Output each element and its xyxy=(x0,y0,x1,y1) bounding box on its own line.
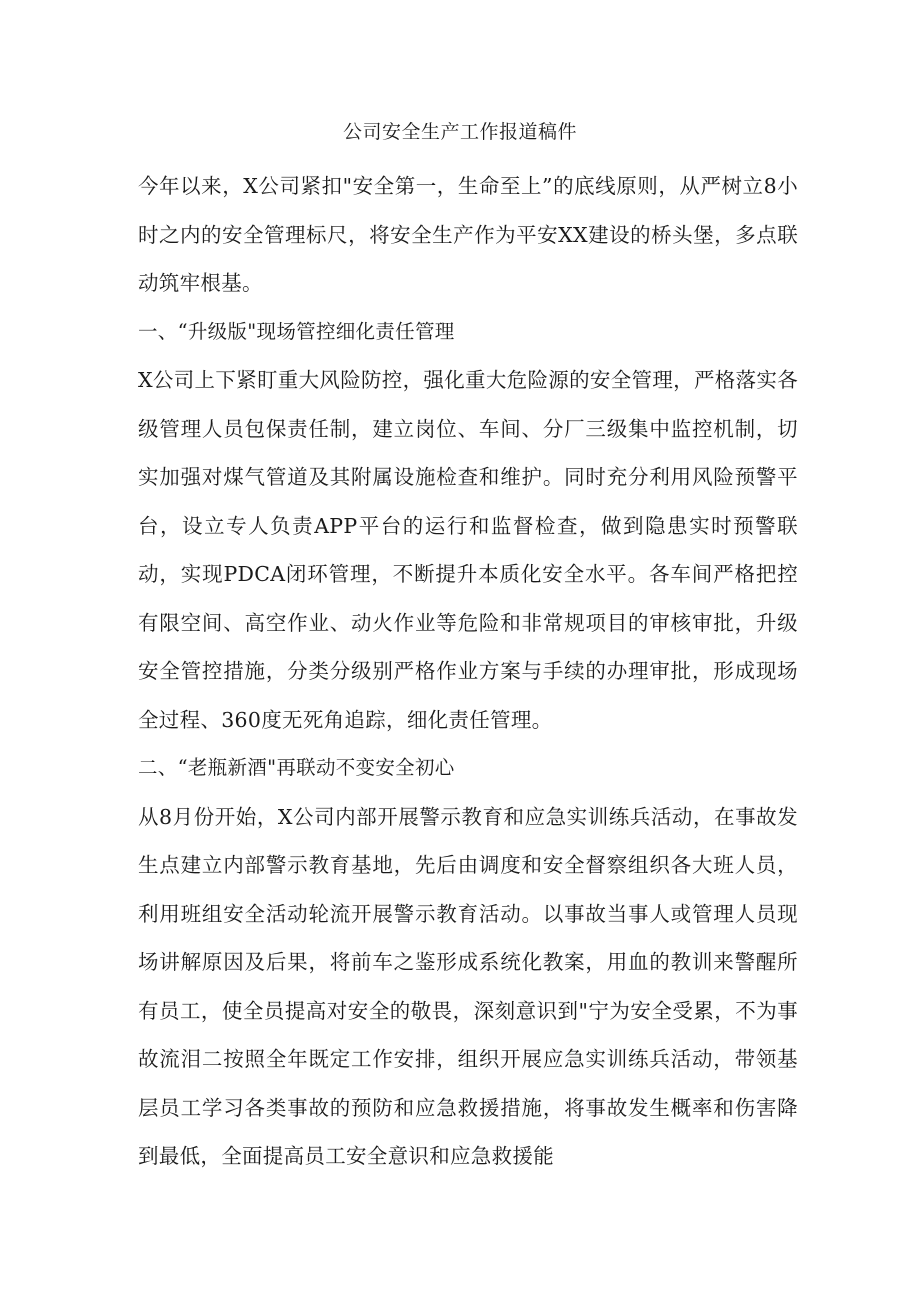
section-1-paragraph: X公司上下紧盯重大风险防控，强化重大危险源的安全管理，严格落实各级管理人员包保责任制，建立岗位、车间、分厂三级集中监控机制，切实加强对煤气管道及其附属设施检查和维护。同时充分利用风险预警平台，设立专人负责APP平台的运行和监督检查，做到隐患实时预警联动，实现PDCA闭环管理，不断提升本质化安全水平。各车间严格把控有限空间、高空作业、动火作业等危险和非常规项目的审核审批，升级安全管控措施，分类分级别严格作业方案与手续的办理审批，形成现场全过程、360度无死角追踪，细化责任管理。 xyxy=(138,368,798,732)
section-1-heading: 一、“升级版"现场管控细化责任管理 xyxy=(138,319,455,343)
section-2-heading: 二、“老瓶新酒"再联动不变安全初心 xyxy=(138,756,455,779)
section-2-paragraph: 从8月份开始，X公司内部开展警示教育和应急实训练兵活动，在事故发生点建立内部警示教育基地，先后由调度和安全督察组织各大班人员，利用班组安全活动轮流开展警示教育活动。以事故当事人或管理人员现场讲解原因及后果，将前车之鉴形成系统化教案，用血的教训来警醒所有员工，使全员提高对安全的敬畏，深刻意识到"宁为安全受累，不为事故流泪二按照全年既定工作安排，组织开展应急实训练兵活动，带领基层员工学习各类事故的预防和应急救援措施，将事故发生概率和伤害降到最低，全面提高员工安全意识和应急救援能 xyxy=(138,804,798,1168)
document-body xyxy=(138,162,798,1181)
intro-paragraph: 今年以来，X公司紧扣"安全第一，生命至上”的底线原则，从严树立8小时之内的安全管理标尺，将安全生产作为平安XX建设的桥头堡，多点联动筑牢根基。 xyxy=(138,174,798,295)
document-title: 公司安全生产工作报道稿件 xyxy=(342,121,577,143)
